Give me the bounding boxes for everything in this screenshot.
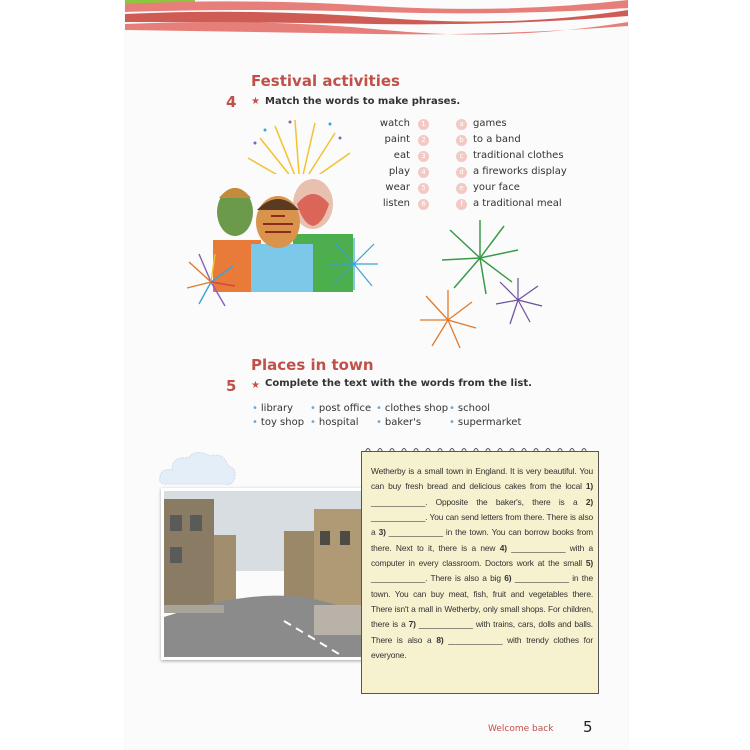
places-instruction: Complete the text with the words from the list. <box>265 378 532 389</box>
match-number-badge: 1 <box>418 119 429 130</box>
match-number-badge: 6 <box>418 199 429 210</box>
page-number: 5 <box>583 718 593 736</box>
match-letter-badge: a <box>456 119 467 130</box>
word-list-item: • baker's <box>376 417 422 428</box>
match-left-word: wear <box>385 182 410 193</box>
fireworks-cluster-illustration <box>414 216 548 352</box>
match-left-word: watch <box>379 118 410 129</box>
firework-burst-small-illustration <box>185 252 237 308</box>
footer-unit-label: Welcome back <box>488 724 554 734</box>
decorative-top-stripes <box>125 0 628 40</box>
word-list-item: • library <box>252 403 294 414</box>
festival-section-title: Festival activities <box>251 72 400 90</box>
notepad-text-box <box>361 451 599 694</box>
match-letter-badge: b <box>456 135 467 146</box>
word-list-item: • toy shop <box>252 417 305 428</box>
word-list-item: • post office <box>310 403 372 414</box>
match-letter-badge: c <box>456 151 467 162</box>
match-number-badge: 2 <box>418 135 429 146</box>
match-number-badge: 5 <box>418 183 429 194</box>
cloze-passage: Wetherby is a small town in England. It is very beautiful. You can buy fresh bread and delicious cakes from the local 1) ____________. Opposite the baker's, there is a 2) ____________. You can send letters from there. There is also a 3) ____________ in the town. You can borrow books from there. Next to it, there is a new 4) ____________ with a computer in every classroom. Doctors work at the small 5) ____________. There is also a big 6) ____________ in the town. You can buy meat, fish, fruit and vegetables there. There isn't a mall in Wetherby, only small shops. For children, there is a 7) ____________ with trains, cars, dolls and balls. There is also a 8) ____________ with trendy clothes for everyone. <box>371 466 593 661</box>
match-left-word: play <box>388 166 410 177</box>
match-number-badge: 4 <box>418 167 429 178</box>
word-list-item: • school <box>449 403 490 414</box>
match-right-phrase: traditional clothes <box>473 150 564 161</box>
festival-instruction: Match the words to make phrases. <box>265 96 461 107</box>
star-icon: ★ <box>251 96 260 107</box>
town-street-photo <box>161 488 364 660</box>
match-left-word: eat <box>393 150 410 161</box>
firework-burst-blue-illustration <box>328 236 380 292</box>
match-right-phrase: a traditional meal <box>473 198 562 209</box>
match-left-word: listen <box>382 198 410 209</box>
exercise-number-5: 5 <box>226 377 237 395</box>
match-letter-badge: d <box>456 167 467 178</box>
cloud-decoration <box>158 448 238 490</box>
match-right-phrase: games <box>473 118 507 129</box>
match-right-phrase: a fireworks display <box>473 166 567 177</box>
word-list-item: • hospital <box>310 417 359 428</box>
exercise-number-4: 4 <box>226 93 237 111</box>
match-right-phrase: to a band <box>473 134 521 145</box>
match-right-phrase: your face <box>473 182 520 193</box>
places-section-title: Places in town <box>251 356 374 374</box>
match-letter-badge: f <box>456 199 467 210</box>
word-list-item: • supermarket <box>449 417 522 428</box>
match-left-word: paint <box>384 134 410 145</box>
star-icon: ★ <box>251 380 260 391</box>
match-number-badge: 3 <box>418 151 429 162</box>
match-letter-badge: e <box>456 183 467 194</box>
word-list-item: • clothes shop <box>376 403 449 414</box>
